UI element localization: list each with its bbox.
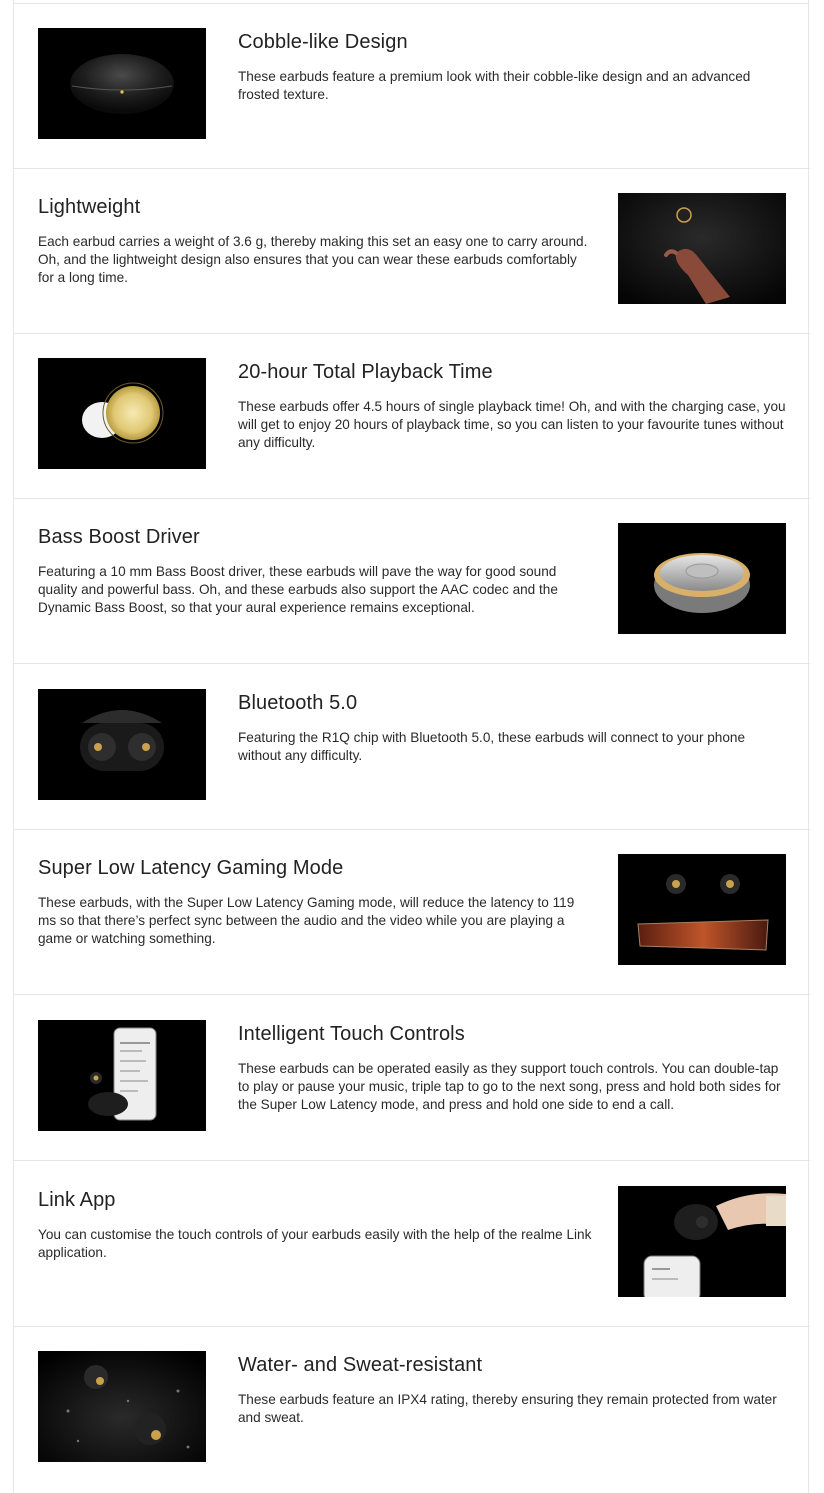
feature-description: These earbuds, with the Super Low Latency Gaming mode, will reduce the latency to 119 ms so that there’s perfect sync between the audio and the video while you are playing a game or watching something.: [38, 895, 575, 946]
feature-title: Lightweight: [38, 196, 141, 218]
feature-title: Super Low Latency Gaming Mode: [38, 857, 344, 879]
water-droplets-image: [38, 1351, 206, 1462]
open-case-image: [38, 689, 206, 800]
hand-app-image: [618, 1186, 786, 1297]
feature-row-bass-boost: [14, 499, 810, 664]
feature-description: These earbuds can be operated easily as they support touch controls. You can double-tap to play or pause your music, triple tap to go to the next song, press and hold both sides for the Super Low Latency mode, and press and hold one side to end a call.: [238, 1061, 781, 1112]
cobble-case-image: [38, 28, 206, 139]
hand-earbud-image: [618, 193, 786, 304]
feature-title: Water- and Sweat-resistant: [238, 1354, 483, 1376]
phone-app-image: [38, 1020, 206, 1131]
feature-row-gaming-mode: [14, 830, 810, 995]
feature-description: Each earbud carries a weight of 3.6 g, thereby making this set an easy one to carry around. Oh, and the lightweight design also ensures that you can wear these earbuds comfortably for a long time.: [38, 234, 588, 285]
feature-title: Intelligent Touch Controls: [238, 1023, 465, 1045]
feature-description: These earbuds feature a premium look with their cobble-like design and an advanced frosted texture.: [238, 69, 751, 102]
feature-description: These earbuds feature an IPX4 rating, thereby ensuring they remain protected from water and sweat.: [238, 1392, 777, 1425]
feature-row-link-app: [14, 1162, 810, 1327]
glowing-earbud-image: [38, 358, 206, 469]
gaming-phone-image: [618, 854, 786, 965]
feature-row-bluetooth: [14, 665, 810, 830]
feature-title: 20-hour Total Playback Time: [238, 361, 493, 383]
feature-description: Featuring the R1Q chip with Bluetooth 5.0, these earbuds will connect to your phone without any difficulty.: [238, 730, 746, 763]
feature-row-water-resistant: [14, 1327, 810, 1492]
feature-description: These earbuds offer 4.5 hours of single playback time! Oh, and with the charging case, you will get to enjoy 20 hours of playback time, so you can listen to your favourite tunes without any difficulty.: [238, 399, 786, 450]
feature-description: You can customise the touch controls of your earbuds easily with the help of the realme Link application.: [38, 1227, 592, 1260]
driver-image: [618, 523, 786, 634]
feature-title: Bass Boost Driver: [38, 526, 200, 548]
feature-row-cobble-design: [14, 4, 810, 169]
feature-title: Link App: [38, 1189, 116, 1211]
feature-title: Bluetooth 5.0: [238, 692, 358, 714]
feature-row-playback: [14, 334, 810, 499]
feature-row-touch-controls: [14, 996, 810, 1161]
feature-description: Featuring a 10 mm Bass Boost driver, these earbuds will pave the way for good sound quality and powerful bass. Oh, and these earbuds also support the AAC codec and the Dynamic Bass Boost, so that your aural experience remains exceptional.: [38, 564, 558, 615]
feature-row-lightweight: [14, 169, 810, 334]
feature-list: [13, 0, 809, 1493]
feature-title: Cobble-like Design: [238, 31, 408, 53]
